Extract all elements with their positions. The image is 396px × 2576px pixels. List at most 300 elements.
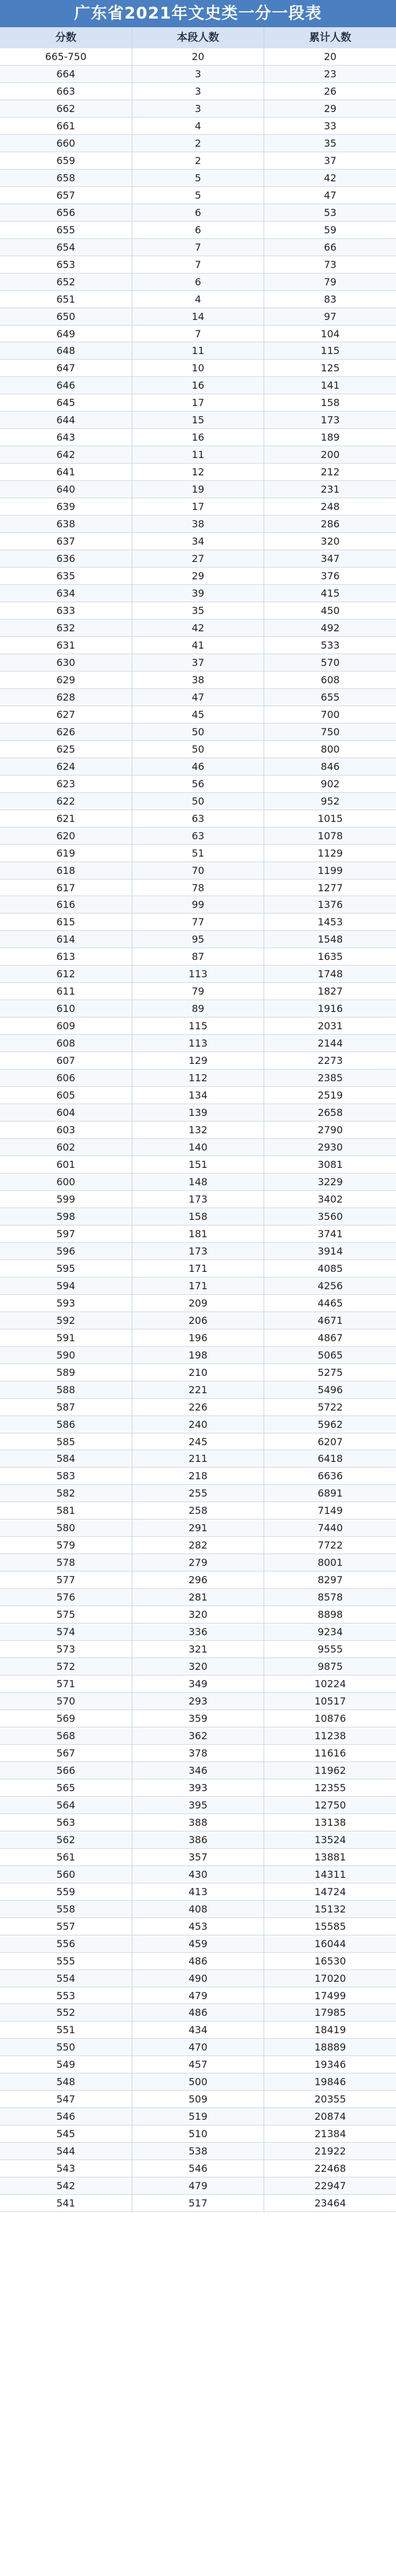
cell-score: 625 (0, 741, 132, 758)
cell-score: 556 (0, 1935, 132, 1952)
cell-score: 595 (0, 1260, 132, 1277)
table-row (0, 1312, 396, 1329)
cell-cumulative-count: 73 (324, 258, 337, 270)
cell-score: 603 (0, 1122, 132, 1138)
cell-segment-count: 206 (132, 1312, 265, 1329)
cell-cumulative-count: 21922 (314, 2145, 346, 2158)
cell-segment-count: 95 (132, 931, 265, 948)
table-row (0, 291, 396, 308)
cell-cumulative-count: 21384 (314, 2128, 346, 2140)
cell-score: 571 (0, 1675, 132, 1692)
cell-cumulative-count: 173 (321, 414, 340, 426)
cell-score: 548 (0, 2073, 132, 2090)
cell-segment-count: 38 (132, 516, 265, 532)
cell-segment-count: 479 (132, 2177, 265, 2194)
cell-segment-count: 209 (132, 1295, 265, 1312)
cell-score: 660 (0, 135, 132, 152)
table-row (0, 1433, 396, 1451)
table-row (0, 429, 396, 446)
cell-cumulative-count: 11616 (314, 1747, 346, 1759)
cell-score: 627 (0, 706, 132, 723)
table-row (0, 828, 396, 845)
cell-score: 545 (0, 2125, 132, 2142)
cell-segment-count: 79 (132, 983, 265, 1000)
table-row (0, 1450, 396, 1467)
cell-cumulative-count: 7149 (317, 1505, 343, 1517)
cell-cumulative-count: 10517 (314, 1695, 346, 1708)
table-row (0, 1364, 396, 1381)
cell-segment-count: 245 (132, 1433, 265, 1450)
cell-segment-count: 538 (132, 2143, 265, 2159)
table-row (0, 1935, 396, 1953)
cell-segment-count: 171 (132, 1277, 265, 1294)
cell-segment-count: 6 (132, 274, 265, 290)
cell-score: 558 (0, 1901, 132, 1917)
cell-cumulative-count: 16044 (314, 1937, 346, 1950)
table-row (0, 1122, 396, 1139)
column-header-cumulative-count: 累计人数 (309, 32, 351, 44)
cell-segment-count: 453 (132, 1918, 265, 1935)
cell-score: 563 (0, 1814, 132, 1831)
table-row (0, 1554, 396, 1571)
table-row (0, 360, 396, 377)
table-row (0, 498, 396, 516)
cell-cumulative-count: 5275 (317, 1366, 343, 1378)
cell-score: 589 (0, 1364, 132, 1381)
cell-segment-count: 99 (132, 896, 265, 913)
table-row (0, 2195, 396, 2212)
cell-cumulative-count: 8578 (317, 1591, 343, 1604)
table-row (0, 1883, 396, 1901)
cell-segment-count: 3 (132, 83, 265, 100)
page-title: 广东省2021年文史类一分一段表 (0, 0, 396, 27)
cell-score: 658 (0, 170, 132, 186)
cell-segment-count: 470 (132, 2039, 265, 2055)
cell-score: 648 (0, 342, 132, 359)
cell-cumulative-count: 83 (324, 293, 337, 305)
cell-score: 590 (0, 1347, 132, 1364)
cell-segment-count: 393 (132, 1779, 265, 1796)
cell-segment-count: 134 (132, 1087, 265, 1104)
cell-segment-count: 89 (132, 1000, 265, 1017)
table-row (0, 1519, 396, 1537)
table-row (0, 2039, 396, 2056)
cell-cumulative-count: 4867 (317, 1331, 343, 1344)
cell-cumulative-count: 450 (321, 605, 340, 616)
cell-segment-count: 7 (132, 326, 265, 342)
table-row (0, 1623, 396, 1641)
cell-segment-count: 41 (132, 637, 265, 654)
cell-cumulative-count: 15585 (314, 1920, 346, 1932)
table-row (0, 983, 396, 1000)
cell-cumulative-count: 11962 (314, 1764, 346, 1776)
cell-segment-count: 211 (132, 1450, 265, 1467)
cell-segment-count: 258 (132, 1502, 265, 1519)
cell-score: 638 (0, 516, 132, 532)
cell-score: 649 (0, 326, 132, 342)
cell-score: 613 (0, 948, 132, 965)
cell-cumulative-count: 6418 (317, 1453, 343, 1465)
cell-cumulative-count: 8898 (317, 1609, 343, 1621)
cell-score: 619 (0, 845, 132, 862)
cell-segment-count: 413 (132, 1883, 265, 1900)
cell-cumulative-count: 533 (321, 639, 340, 651)
table-row (0, 1156, 396, 1173)
cell-segment-count: 509 (132, 2091, 265, 2107)
cell-segment-count: 78 (132, 880, 265, 896)
table-row (0, 2021, 396, 2039)
table-row (0, 1104, 396, 1122)
cell-segment-count: 115 (132, 1018, 265, 1034)
cell-score: 598 (0, 1208, 132, 1225)
cell-cumulative-count: 4671 (317, 1314, 343, 1326)
cell-cumulative-count: 1548 (317, 933, 343, 946)
cell-cumulative-count: 189 (321, 431, 340, 444)
cell-cumulative-count: 20 (324, 51, 337, 63)
cell-segment-count: 27 (132, 550, 265, 567)
cell-segment-count: 2 (132, 135, 265, 152)
table-row (0, 1225, 396, 1243)
cell-segment-count: 510 (132, 2125, 265, 2142)
cell-segment-count: 221 (132, 1381, 265, 1398)
table-row (0, 1866, 396, 1883)
table-row (0, 550, 396, 568)
cell-cumulative-count: 26 (324, 85, 337, 97)
cell-segment-count: 132 (132, 1122, 265, 1138)
cell-score: 611 (0, 983, 132, 1000)
cell-score: 559 (0, 1883, 132, 1900)
cell-segment-count: 226 (132, 1399, 265, 1416)
cell-cumulative-count: 1199 (317, 864, 343, 876)
cell-score: 642 (0, 446, 132, 463)
cell-cumulative-count: 492 (321, 621, 340, 634)
cell-segment-count: 546 (132, 2160, 265, 2177)
cell-segment-count: 113 (132, 966, 265, 982)
table-row (0, 2004, 396, 2021)
cell-cumulative-count: 47 (324, 189, 337, 201)
table-row (0, 672, 396, 689)
table-row (0, 326, 396, 343)
cell-score: 555 (0, 1953, 132, 1969)
cell-cumulative-count: 79 (324, 275, 337, 288)
table-row (0, 533, 396, 550)
cell-segment-count: 5 (132, 170, 265, 186)
cell-segment-count: 63 (132, 810, 265, 827)
cell-score: 609 (0, 1018, 132, 1034)
cell-cumulative-count: 200 (321, 449, 340, 461)
cell-cumulative-count: 902 (321, 777, 340, 790)
cell-score: 581 (0, 1502, 132, 1519)
cell-score: 653 (0, 256, 132, 273)
table-row (0, 1693, 396, 1710)
cell-score: 570 (0, 1693, 132, 1709)
table-row (0, 1779, 396, 1797)
cell-segment-count: 10 (132, 360, 265, 376)
cell-segment-count: 2 (132, 152, 265, 169)
table-row (0, 135, 396, 152)
cell-segment-count: 293 (132, 1693, 265, 1709)
cell-segment-count: 279 (132, 1554, 265, 1571)
table-row (0, 481, 396, 498)
cell-segment-count: 519 (132, 2108, 265, 2125)
cell-cumulative-count: 952 (321, 795, 340, 807)
cell-score: 614 (0, 931, 132, 948)
table-row (0, 2143, 396, 2160)
cell-segment-count: 34 (132, 533, 265, 550)
table-row (0, 1070, 396, 1087)
table-row (0, 2160, 396, 2177)
cell-cumulative-count: 1748 (317, 968, 343, 980)
cell-segment-count: 17 (132, 498, 265, 515)
cell-score: 546 (0, 2108, 132, 2125)
cell-cumulative-count: 3560 (317, 1210, 343, 1222)
cell-cumulative-count: 3741 (317, 1227, 343, 1240)
cell-score: 554 (0, 1970, 132, 1987)
cell-score: 623 (0, 776, 132, 792)
cell-segment-count: 37 (132, 654, 265, 671)
cell-cumulative-count: 10224 (314, 1678, 346, 1690)
cell-cumulative-count: 20874 (314, 2111, 346, 2123)
cell-segment-count: 388 (132, 1814, 265, 1831)
cell-segment-count: 45 (132, 706, 265, 723)
cell-cumulative-count: 4085 (317, 1262, 343, 1274)
table-row (0, 2056, 396, 2073)
cell-segment-count: 255 (132, 1485, 265, 1502)
cell-segment-count: 11 (132, 446, 265, 463)
cell-score: 541 (0, 2195, 132, 2211)
cell-cumulative-count: 18419 (314, 2024, 346, 2036)
table-row (0, 741, 396, 758)
cell-segment-count: 486 (132, 2004, 265, 2021)
cell-cumulative-count: 29 (324, 102, 337, 115)
cell-score: 567 (0, 1745, 132, 1761)
table-row (0, 845, 396, 862)
cell-score: 594 (0, 1277, 132, 1294)
cell-score: 575 (0, 1606, 132, 1623)
cell-cumulative-count: 2790 (317, 1124, 343, 1136)
cell-segment-count: 320 (132, 1606, 265, 1623)
cell-segment-count: 15 (132, 412, 265, 428)
cell-cumulative-count: 35 (324, 137, 337, 149)
table-row (0, 654, 396, 672)
cell-score: 561 (0, 1849, 132, 1865)
cell-segment-count: 12 (132, 464, 265, 480)
cell-segment-count: 19 (132, 481, 265, 498)
table-row (0, 1018, 396, 1035)
table-row (0, 100, 396, 118)
cell-score: 562 (0, 1831, 132, 1848)
table-row (0, 2073, 396, 2091)
cell-segment-count: 51 (132, 845, 265, 862)
cell-segment-count: 39 (132, 585, 265, 602)
cell-segment-count: 3 (132, 66, 265, 82)
cell-score: 635 (0, 568, 132, 584)
table-row (0, 1329, 396, 1347)
table-row (0, 880, 396, 897)
cell-segment-count: 77 (132, 914, 265, 930)
cell-segment-count: 148 (132, 1173, 265, 1190)
cell-segment-count: 346 (132, 1762, 265, 1779)
table-row (0, 1953, 396, 1970)
cell-score: 604 (0, 1104, 132, 1121)
cell-segment-count: 378 (132, 1745, 265, 1761)
cell-segment-count: 281 (132, 1589, 265, 1606)
cell-score: 588 (0, 1381, 132, 1398)
cell-cumulative-count: 22468 (314, 2163, 346, 2175)
table-row (0, 1831, 396, 1849)
table-row (0, 83, 396, 100)
table-row (0, 1208, 396, 1225)
cell-score: 582 (0, 1485, 132, 1502)
cell-segment-count: 56 (132, 776, 265, 792)
table-row (0, 1416, 396, 1433)
cell-cumulative-count: 9875 (317, 1661, 343, 1673)
cell-cumulative-count: 11238 (314, 1729, 346, 1742)
table-row (0, 1485, 396, 1502)
cell-segment-count: 3 (132, 100, 265, 117)
cell-score: 566 (0, 1762, 132, 1779)
cell-cumulative-count: 14724 (314, 1885, 346, 1898)
cell-score: 665-750 (0, 48, 132, 65)
table-row (0, 412, 396, 429)
cell-segment-count: 139 (132, 1104, 265, 1121)
cell-segment-count: 321 (132, 1641, 265, 1658)
table-row (0, 1589, 396, 1606)
cell-cumulative-count: 158 (321, 397, 340, 409)
cell-segment-count: 113 (132, 1035, 265, 1052)
cell-segment-count: 434 (132, 2021, 265, 2038)
cell-cumulative-count: 19846 (314, 2076, 346, 2088)
cell-segment-count: 357 (132, 1849, 265, 1865)
cell-score: 636 (0, 550, 132, 567)
table-row (0, 66, 396, 83)
cell-cumulative-count: 415 (321, 587, 340, 600)
table-row (0, 394, 396, 412)
cell-segment-count: 490 (132, 1970, 265, 1987)
table-row (0, 2091, 396, 2108)
cell-cumulative-count: 5496 (317, 1383, 343, 1396)
cell-segment-count: 500 (132, 2073, 265, 2090)
cell-segment-count: 349 (132, 1675, 265, 1692)
cell-score: 543 (0, 2160, 132, 2177)
cell-cumulative-count: 20355 (314, 2093, 346, 2106)
cell-segment-count: 4 (132, 291, 265, 308)
cell-cumulative-count: 4256 (317, 1279, 343, 1292)
cell-score: 655 (0, 222, 132, 238)
cell-score: 600 (0, 1173, 132, 1190)
cell-cumulative-count: 800 (321, 743, 340, 755)
table-row (0, 152, 396, 170)
cell-score: 578 (0, 1554, 132, 1571)
table-header (0, 27, 396, 48)
cell-score: 569 (0, 1710, 132, 1727)
cell-score: 622 (0, 793, 132, 810)
cell-score: 654 (0, 239, 132, 256)
cell-score: 621 (0, 810, 132, 827)
cell-segment-count: 17 (132, 394, 265, 411)
cell-cumulative-count: 3402 (317, 1193, 343, 1205)
table-row (0, 2125, 396, 2143)
cell-segment-count: 173 (132, 1191, 265, 1208)
cell-score: 551 (0, 2021, 132, 2038)
cell-score: 544 (0, 2143, 132, 2159)
cell-cumulative-count: 17499 (314, 1989, 346, 2002)
cell-cumulative-count: 700 (321, 708, 340, 720)
cell-cumulative-count: 2385 (317, 1072, 343, 1084)
cell-segment-count: 50 (132, 741, 265, 758)
cell-segment-count: 291 (132, 1519, 265, 1536)
cell-segment-count: 87 (132, 948, 265, 965)
cell-cumulative-count: 4465 (317, 1297, 343, 1309)
cell-cumulative-count: 12750 (314, 1799, 346, 1811)
table-row (0, 1243, 396, 1260)
table-row (0, 1710, 396, 1727)
cell-segment-count: 430 (132, 1866, 265, 1883)
cell-segment-count: 198 (132, 1347, 265, 1364)
table-row (0, 1918, 396, 1935)
column-header-segment-count: 本段人数 (132, 27, 265, 48)
table-row (0, 758, 396, 776)
cell-score: 652 (0, 274, 132, 290)
cell-score: 560 (0, 1866, 132, 1883)
cell-score: 565 (0, 1779, 132, 1796)
cell-cumulative-count: 2144 (317, 1037, 343, 1050)
cell-cumulative-count: 5962 (317, 1418, 343, 1430)
cell-segment-count: 50 (132, 724, 265, 740)
cell-segment-count: 6 (132, 204, 265, 221)
cell-segment-count: 173 (132, 1243, 265, 1260)
cell-cumulative-count: 10876 (314, 1713, 346, 1724)
table-row (0, 1970, 396, 1987)
cell-score: 659 (0, 152, 132, 169)
cell-cumulative-count: 231 (321, 483, 340, 496)
cell-score: 628 (0, 689, 132, 706)
cell-score: 573 (0, 1641, 132, 1658)
table-row (0, 689, 396, 706)
cell-score: 580 (0, 1519, 132, 1536)
table-row (0, 377, 396, 394)
cell-cumulative-count: 22947 (314, 2180, 346, 2192)
cell-score: 550 (0, 2039, 132, 2055)
cell-cumulative-count: 750 (321, 725, 340, 738)
cell-cumulative-count: 5065 (317, 1349, 343, 1361)
cell-cumulative-count: 141 (321, 379, 340, 392)
cell-score: 608 (0, 1035, 132, 1052)
cell-segment-count: 38 (132, 672, 265, 688)
cell-score: 662 (0, 100, 132, 117)
table-row (0, 896, 396, 914)
cell-score: 661 (0, 118, 132, 134)
cell-cumulative-count: 2273 (317, 1055, 343, 1067)
cell-cumulative-count: 9555 (317, 1643, 343, 1656)
cell-cumulative-count: 1015 (317, 812, 343, 824)
cell-score: 664 (0, 66, 132, 82)
cell-cumulative-count: 15132 (314, 1903, 346, 1915)
table-row (0, 1571, 396, 1589)
table-row (0, 1745, 396, 1762)
table-row (0, 1277, 396, 1295)
cell-score: 576 (0, 1589, 132, 1606)
cell-cumulative-count: 42 (324, 171, 337, 184)
table-row (0, 170, 396, 187)
cell-cumulative-count: 1277 (317, 881, 343, 894)
cell-segment-count: 158 (132, 1208, 265, 1225)
table-row (0, 256, 396, 274)
cell-cumulative-count: 2930 (317, 1141, 343, 1154)
table-row (0, 222, 396, 239)
table-row (0, 48, 396, 66)
cell-score: 574 (0, 1623, 132, 1640)
